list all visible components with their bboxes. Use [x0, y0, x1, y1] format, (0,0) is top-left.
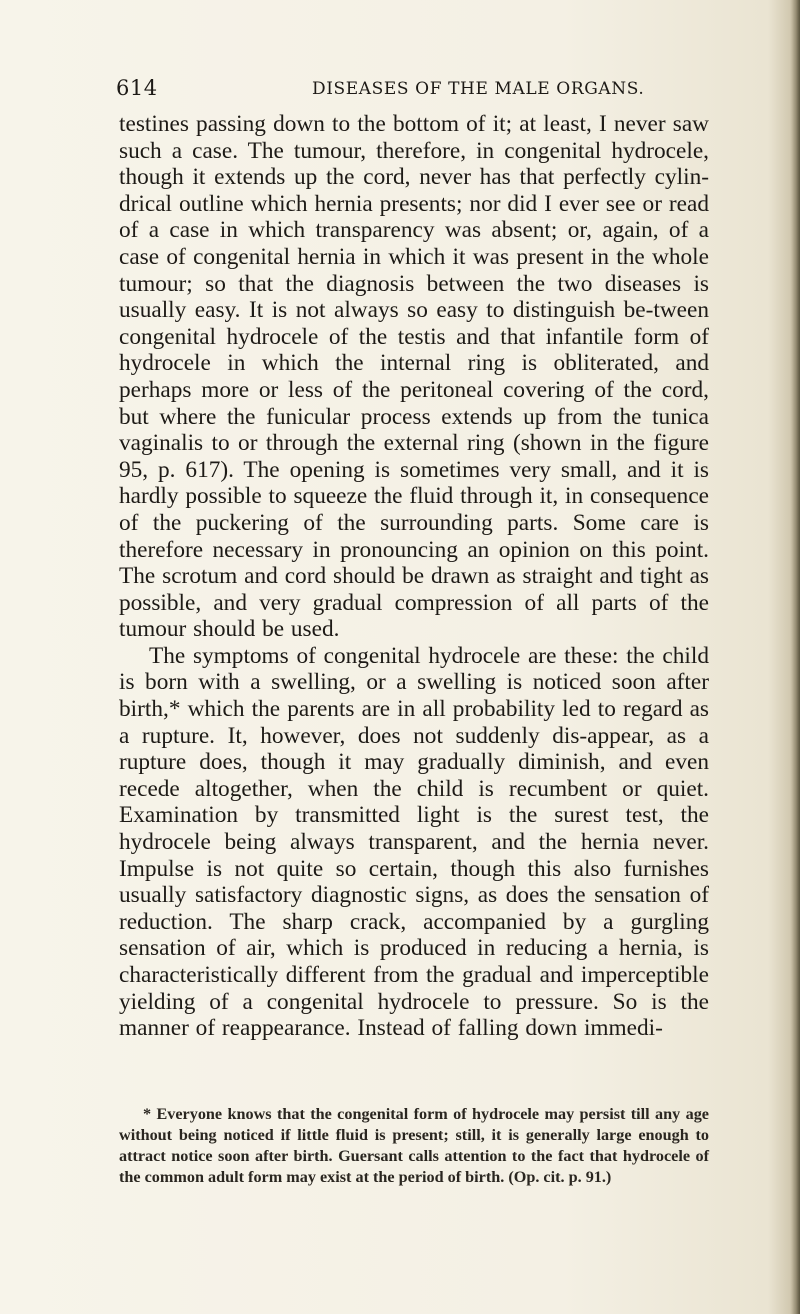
main-body-text: [119, 111, 709, 1042]
footnote-text: * Everyone knows that the congenital form of hydrocele may persist till any age without being noticed if little fluid is present; still, it is generally large enough to attract notice soon after birth. Guersant calls attention to the fact that hydrocele of the common adult form may exist at the period of birth. (Op. cit. p. 91.): [119, 1105, 709, 1186]
body-paragraph-2: The symptoms of congenital hydrocele are these: the child is born with a swelling, or a swelling is noticed soon after birth,* which the parents are in all probability led to regard as a rupture. It, however, does not suddenly dis-appear, as a rupture does, though it may gradually diminish, and even recede altogether, when the child is recumbent or quiet. Examination by transmitted light is the surest test, the hydrocele being always transparent, and the hernia never. Impulse is not quite so certain, though this also furnishes usually satisfactory diagnostic signs, as does the sensation of reduction. The sharp crack, accompanied by a gurgling sensation of air, which is produced in reducing a hernia, is characteristically different from the gradual and imperceptible yielding of a congenital hydrocele to pressure. So is the manner of reappearance. Instead of falling down immedi-: [119, 642, 709, 1042]
page-header: [116, 76, 710, 102]
footnote: [119, 1104, 709, 1188]
page-number: 614: [116, 76, 158, 100]
body-paragraph-1: testines passing down to the bottom of it; at least, I never saw such a case. The tumour, therefore, in congenital hydrocele, though it extends up the cord, never has that perfectly cylin-drical outline which hernia presents; nor did I ever see or read of a case in which transparency was absent; or, again, of a case of congenital hernia in which it was present in the whole tumour; so that the diagnosis between the two diseases is usually easy. It is not always so easy to distinguish be-tween congenital hydrocele of the testis and that infantile form of hydrocele in which the internal ring is obliterated, and perhaps more or less of the peritoneal covering of the cord, but where the funicular process extends up from the tunica vaginalis to or through the external ring (shown in the figure 95, p. 617). The opening is sometimes very small, and it is hardly possible to squeeze the fluid through it, in consequence of the puckering of the surrounding parts. Some care is therefore necessary in pronouncing an opinion on this point. The scrotum and cord should be drawn as straight and tight as possible, and very gradual compression of all parts of the tumour should be used.: [119, 111, 709, 643]
page-edge-shadow: [790, 0, 800, 1314]
running-title: DISEASES OF THE MALE ORGANS.: [312, 79, 645, 99]
